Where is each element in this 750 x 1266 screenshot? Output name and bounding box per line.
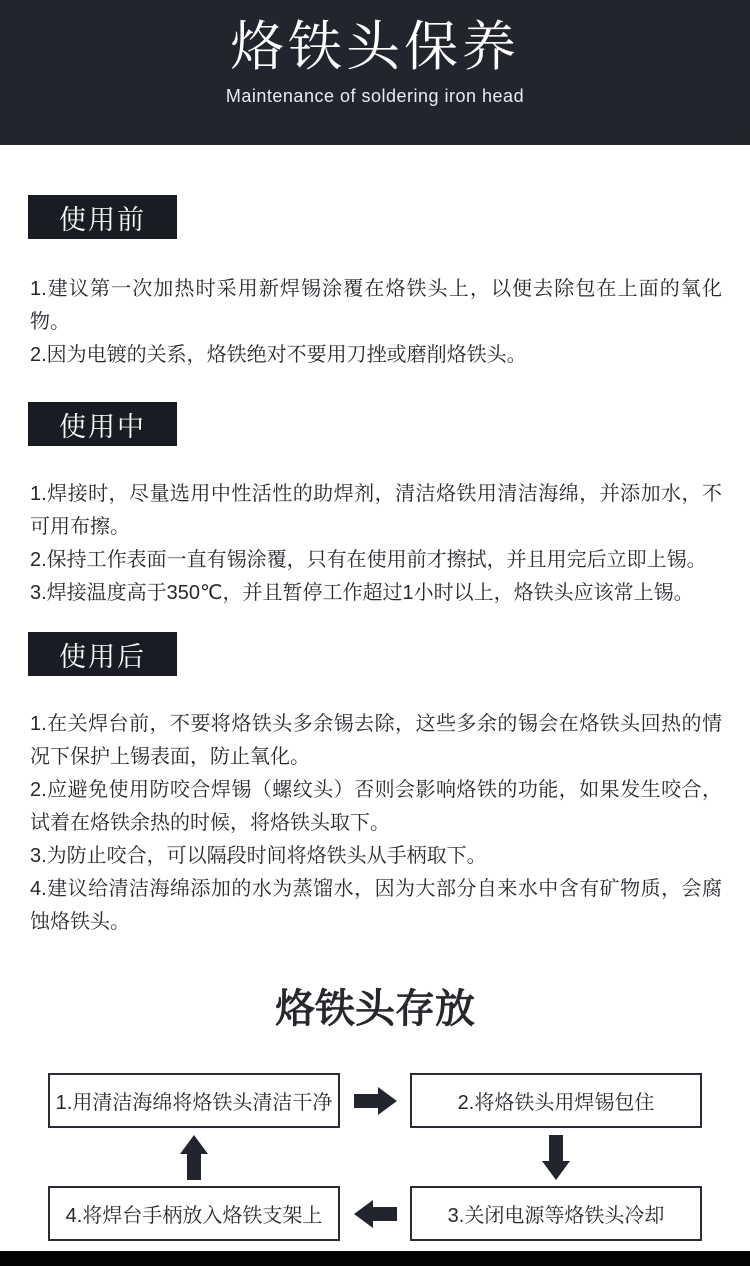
storage-flowchart: [0, 1073, 750, 1241]
flow-connector: [48, 1128, 340, 1186]
section-label-after-use: 使用后: [28, 632, 177, 676]
flow-connector: [340, 1186, 410, 1241]
flow-step-2: 2.将烙铁头用焊锡包住: [410, 1073, 702, 1128]
body-line: 1.焊接时，尽量选用中性活性的助焊剂，清洁烙铁用清洁海绵，并添加水，不可用布擦。: [30, 483, 722, 538]
body-line: 2.保持工作表面一直有锡涂覆，只有在使用前才擦拭，并且用完后立即上锡。: [30, 549, 707, 571]
arrow-up-icon: [180, 1135, 208, 1180]
flow-connector: [340, 1073, 410, 1128]
body-line: 2.因为电镀的关系，烙铁绝对不要用刀挫或磨削烙铁头。: [30, 344, 527, 366]
section-label-before-use: 使用前: [28, 195, 177, 239]
body-line: 4.建议给清洁海绵添加的水为蒸馏水，因为大部分自来水中含有矿物质，会腐蚀烙铁头。: [30, 878, 722, 933]
flow-step-3: 3.关闭电源等烙铁头冷却: [410, 1186, 702, 1241]
flow-step-4: 4.将焊台手柄放入烙铁支架上: [48, 1186, 340, 1241]
section-label-during-use: 使用中: [28, 402, 177, 446]
flow-connector-spacer: [340, 1128, 410, 1186]
section-body-after-use: [30, 708, 722, 939]
section-body-during-use: [30, 478, 722, 610]
page-subtitle: Maintenance of soldering iron head: [225, 86, 525, 106]
section-body-before-use: [30, 273, 722, 372]
body-line: 1.建议第一次加热时采用新焊锡涂覆在烙铁头上，以便去除包在上面的氧化物。: [30, 278, 722, 333]
page-title: 烙铁头保养: [230, 17, 520, 77]
body-line: 2.应避免使用防咬合焊锡（螺纹头）否则会影响烙铁的功能，如果发生咬合，试着在烙铁余热的时候，将烙铁头取下。: [30, 779, 722, 834]
body-line: 3.为防止咬合，可以隔段时间将烙铁头从手柄取下。: [30, 845, 487, 867]
storage-section-title: 烙铁头存放: [275, 987, 475, 1031]
bottom-divider-bar: [0, 1251, 750, 1266]
body-line: 1.在关焊台前，不要将烙铁头多余锡去除，这些多余的锡会在烙铁头回热的情况下保护上锡表面，防止氧化。: [30, 713, 722, 768]
flow-step-1: 1.用清洁海绵将烙铁头清洁干净: [48, 1073, 340, 1128]
arrow-right-icon: [354, 1087, 397, 1115]
flow-connector: [410, 1128, 702, 1186]
arrow-left-icon: [354, 1200, 397, 1228]
arrow-down-icon: [542, 1135, 570, 1180]
header-banner: [0, 0, 750, 145]
body-line: 3.焊接温度高于350℃，并且暂停工作超过1小时以上，烙铁头应该常上锡。: [30, 582, 694, 604]
